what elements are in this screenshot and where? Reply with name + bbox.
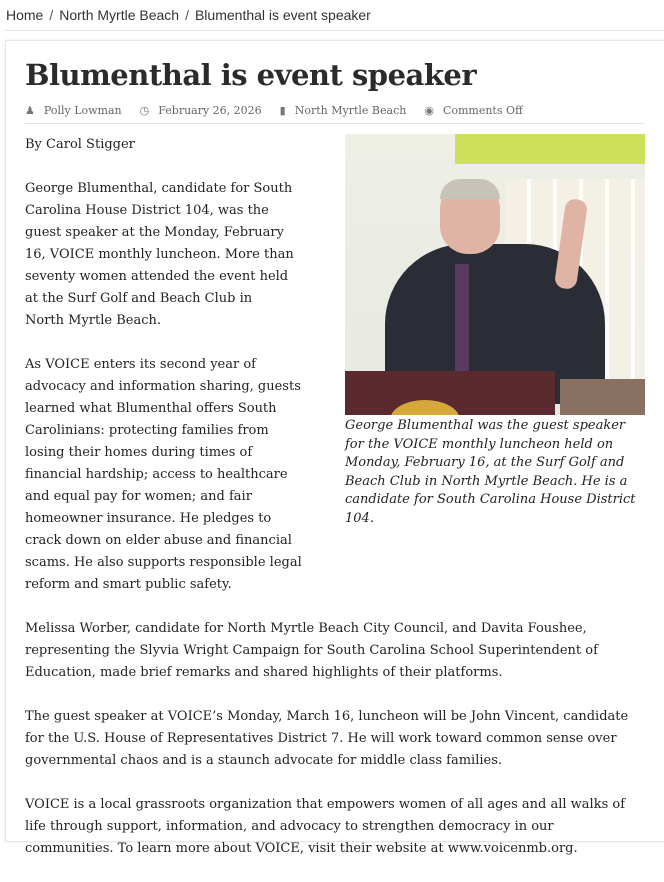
breadcrumb-category[interactable]: North Myrtle Beach bbox=[59, 7, 180, 23]
clock-icon: ◷ bbox=[139, 104, 150, 117]
byline: By Carol Stigger bbox=[25, 137, 135, 152]
breadcrumb-current: Blumenthal is event speaker bbox=[194, 7, 371, 23]
breadcrumb-home[interactable]: Home bbox=[6, 7, 44, 23]
photo-caption: George Blumenthal was the guest speaker for the VOICE monthly luncheon held on Monday, February 16, at the Surf Golf and Beach Club in North Myrtle Beach. He is a candidate for South Carolina House District 104. bbox=[345, 418, 636, 526]
paragraph: George Blumenthal, candidate for South Carolina House District 104, was the guest speaker at the Monday, February 16, VOICE monthly luncheon. More than seventy women attended the event held at the Surf Golf and Beach Club in North Myrtle Beach. bbox=[25, 181, 294, 328]
article-figure bbox=[345, 134, 645, 528]
author-link[interactable]: Polly Lowman bbox=[43, 104, 122, 117]
breadcrumb-separator: / bbox=[185, 7, 189, 23]
article-title: Blumenthal is event speaker bbox=[25, 58, 477, 92]
breadcrumb bbox=[6, 7, 371, 23]
article-meta bbox=[25, 104, 541, 117]
article-body bbox=[25, 134, 645, 882]
date-link[interactable]: February 26, 2026 bbox=[158, 104, 262, 117]
paragraph: VOICE is a local grassroots organization that empowers women of all ages and all walks of life through support, information, and advocacy to strengthen democracy in our communities. To learn more about VOICE, visit their website at www.voicenmb.org. bbox=[25, 797, 626, 856]
breadcrumb-separator: / bbox=[49, 7, 54, 23]
divider bbox=[4, 30, 664, 31]
paragraph: Melissa Worber, candidate for North Myrtle Beach City Council, and Davita Foushee, representing the Slyvia Wright Campaign for South Carolina School Superintendent of Education, made brief remarks and shared highlights of their platforms. bbox=[25, 621, 598, 680]
paragraph: The guest speaker at VOICE’s Monday, March 16, luncheon will be John Vincent, candidate for the U.S. House of Representatives District 7. He will work toward common sense over governmental chaos and is a staunch advocate for middle class families. bbox=[25, 709, 629, 768]
comments-status: Comments Off bbox=[442, 104, 523, 117]
divider bbox=[25, 123, 645, 124]
folder-icon: ▮ bbox=[279, 104, 286, 117]
category-link[interactable]: North Myrtle Beach bbox=[294, 104, 407, 117]
speaker-photo bbox=[345, 134, 645, 415]
user-icon: ♟ bbox=[25, 104, 35, 117]
comments-icon: ◉ bbox=[424, 104, 434, 117]
paragraph: As VOICE enters its second year of advocacy and information sharing, guests learned what Blumenthal offers South Carolinians: protecting families from losing their homes during times of financial hardship; access to healthcare and equal pay for women; and fair homeowner insurance. He pledges to crack down on elder abuse and financial scams. He also supports responsible legal reform and smart public safety. bbox=[25, 357, 302, 592]
